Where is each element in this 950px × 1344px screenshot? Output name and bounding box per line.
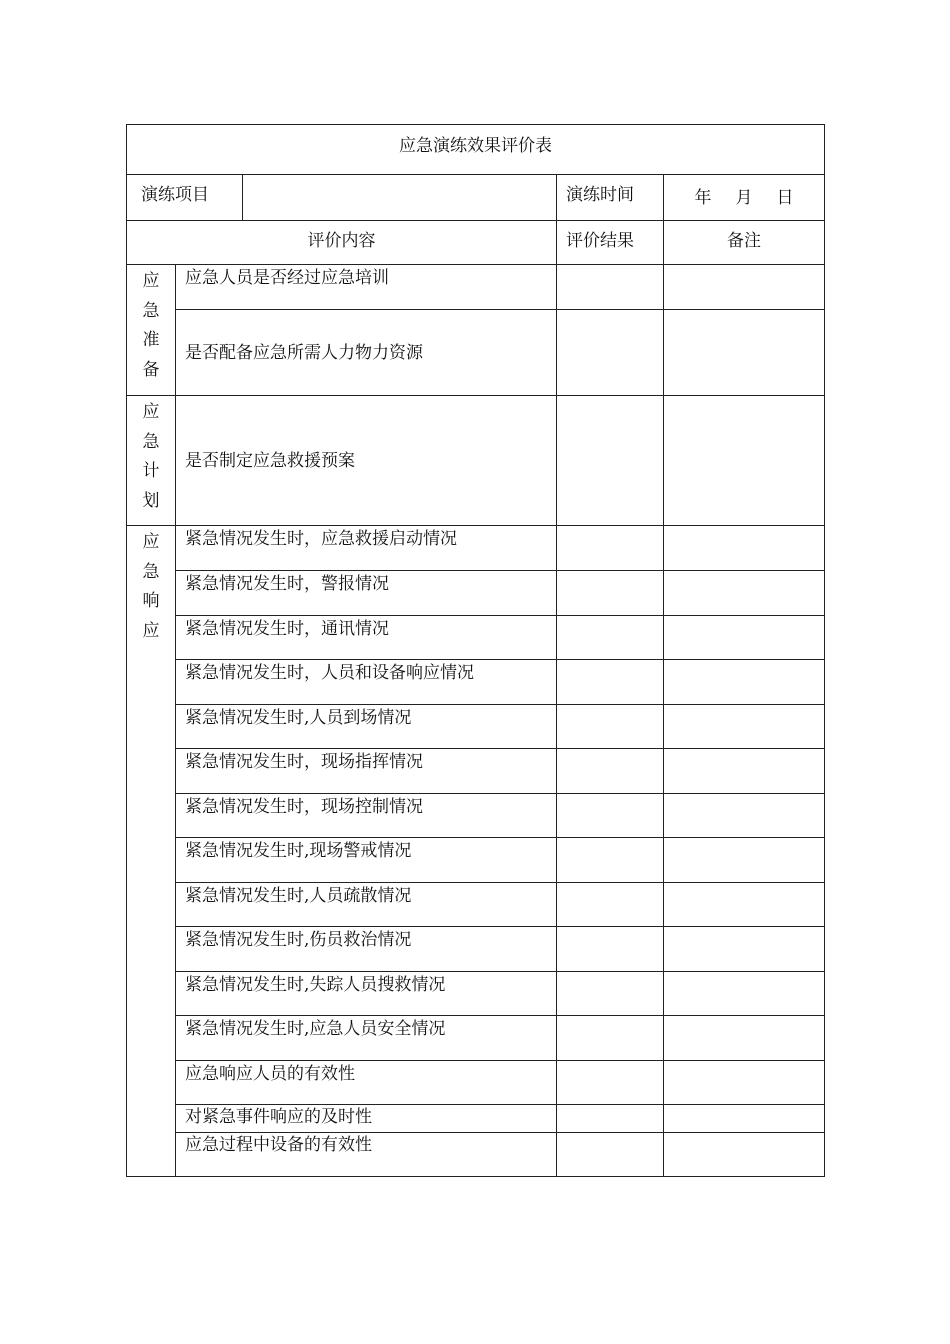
project-value[interactable] [243, 175, 556, 183]
result-cell[interactable] [557, 616, 664, 660]
remark-cell[interactable] [664, 265, 825, 310]
item-text: 紧急情况发生时,人员疏散情况 [185, 886, 412, 906]
result-cell[interactable] [557, 1133, 664, 1177]
remark-cell[interactable] [664, 1133, 825, 1177]
item-cell [176, 794, 557, 838]
remark-cell[interactable] [664, 1105, 825, 1133]
remark-cell[interactable] [664, 749, 825, 794]
result-header: 评价结果 [566, 231, 634, 251]
title-cell [127, 125, 825, 175]
evaluation-table [126, 124, 825, 1177]
item-cell [176, 396, 557, 526]
item-text: 紧急情况发生时,伤员救治情况 [185, 930, 412, 950]
item-text: 紧急情况发生时，通讯情况 [185, 619, 389, 639]
result-cell[interactable] [557, 794, 664, 838]
result-cell[interactable] [557, 310, 664, 396]
project-label-cell [127, 175, 243, 221]
table-row [127, 883, 825, 927]
result-cell[interactable] [557, 396, 664, 526]
item-text: 应急人员是否经过应急培训 [185, 268, 389, 288]
item-text: 紧急情况发生时,现场警戒情况 [185, 841, 412, 861]
table-row [127, 1105, 825, 1133]
item-cell [176, 705, 557, 749]
remark-cell[interactable] [664, 838, 825, 883]
item-cell [176, 972, 557, 1016]
result-header-cell [557, 221, 664, 265]
remark-cell[interactable] [664, 705, 825, 749]
item-text: 紧急情况发生时，现场指挥情况 [185, 752, 423, 772]
item-cell [176, 1105, 557, 1133]
remark-cell[interactable] [664, 526, 825, 571]
table-row [127, 705, 825, 749]
item-text: 紧急情况发生时，警报情况 [185, 574, 389, 594]
remark-cell[interactable] [664, 310, 825, 396]
item-cell [176, 526, 557, 571]
section-label: 应急计划 [142, 402, 160, 511]
section-label-cell [127, 265, 176, 396]
remark-cell[interactable] [664, 927, 825, 972]
item-cell [176, 927, 557, 972]
item-text: 应急过程中设备的有效性 [185, 1135, 372, 1155]
remark-cell[interactable] [664, 972, 825, 1016]
table-row [127, 265, 825, 310]
remark-cell[interactable] [664, 1016, 825, 1061]
time-label-cell [557, 175, 664, 221]
remark-cell[interactable] [664, 794, 825, 838]
date-cell[interactable] [664, 175, 825, 221]
result-cell[interactable] [557, 883, 664, 927]
remark-cell[interactable] [664, 616, 825, 660]
item-cell [176, 838, 557, 883]
remark-cell[interactable] [664, 1061, 825, 1105]
section-label-cell [127, 396, 176, 526]
table-row [127, 972, 825, 1016]
table-row [127, 1061, 825, 1105]
project-label: 演练项目 [141, 185, 209, 205]
date-value[interactable] [664, 175, 824, 208]
item-text: 紧急情况发生时,失踪人员搜救情况 [185, 975, 446, 995]
content-header: 评价内容 [307, 231, 376, 251]
table-row [127, 838, 825, 883]
date-year: 年 [694, 188, 712, 208]
project-value-cell[interactable] [243, 175, 557, 221]
item-cell [176, 265, 557, 310]
item-cell [176, 1133, 557, 1177]
item-text: 对紧急事件响应的及时性 [185, 1107, 372, 1127]
time-label: 演练时间 [566, 185, 634, 205]
result-cell[interactable] [557, 1061, 664, 1105]
table-row [127, 396, 825, 526]
item-text: 紧急情况发生时,应急人员安全情况 [185, 1019, 446, 1039]
result-cell[interactable] [557, 660, 664, 705]
item-cell [176, 1061, 557, 1105]
form-title: 应急演练效果评价表 [399, 136, 552, 156]
item-cell [176, 883, 557, 927]
remark-cell[interactable] [664, 660, 825, 705]
item-cell [176, 616, 557, 660]
item-cell [176, 1016, 557, 1061]
remark-cell[interactable] [664, 883, 825, 927]
item-text: 紧急情况发生时，应急救援启动情况 [185, 529, 457, 549]
table-row [127, 927, 825, 972]
item-text: 紧急情况发生时，人员和设备响应情况 [185, 663, 474, 683]
remark-header: 备注 [727, 231, 761, 251]
result-cell[interactable] [557, 265, 664, 310]
item-text: 紧急情况发生时，现场控制情况 [185, 797, 423, 817]
table-row [127, 749, 825, 794]
result-cell[interactable] [557, 1105, 664, 1133]
table-row [127, 1133, 825, 1177]
item-text: 应急响应人员的有效性 [185, 1064, 355, 1084]
table-row [127, 616, 825, 660]
table-row [127, 571, 825, 616]
result-cell[interactable] [557, 1016, 664, 1061]
item-cell [176, 660, 557, 705]
remark-cell[interactable] [664, 571, 825, 616]
remark-cell[interactable] [664, 396, 825, 526]
item-text: 紧急情况发生时,人员到场情况 [185, 708, 412, 728]
result-cell[interactable] [557, 972, 664, 1016]
date-day: 日 [776, 188, 794, 208]
section-label-cell [127, 526, 176, 1177]
section-label: 应急准备 [142, 271, 160, 380]
date-month: 月 [735, 188, 753, 208]
result-cell[interactable] [557, 749, 664, 794]
remark-header-cell [664, 221, 825, 265]
result-cell[interactable] [557, 705, 664, 749]
table-row [127, 310, 825, 396]
result-cell[interactable] [557, 526, 664, 571]
table-row [127, 794, 825, 838]
section-label: 应急响应 [142, 532, 160, 641]
item-text: 是否制定应急救援预案 [185, 450, 355, 471]
item-cell [176, 571, 557, 616]
item-cell [176, 310, 557, 396]
content-header-cell [127, 221, 557, 265]
result-cell[interactable] [557, 927, 664, 972]
table-row [127, 660, 825, 705]
table-row [127, 1016, 825, 1061]
result-cell[interactable] [557, 571, 664, 616]
item-cell [176, 749, 557, 794]
item-text: 是否配备应急所需人力物力资源 [185, 342, 423, 363]
table-row [127, 526, 825, 571]
result-cell[interactable] [557, 838, 664, 883]
